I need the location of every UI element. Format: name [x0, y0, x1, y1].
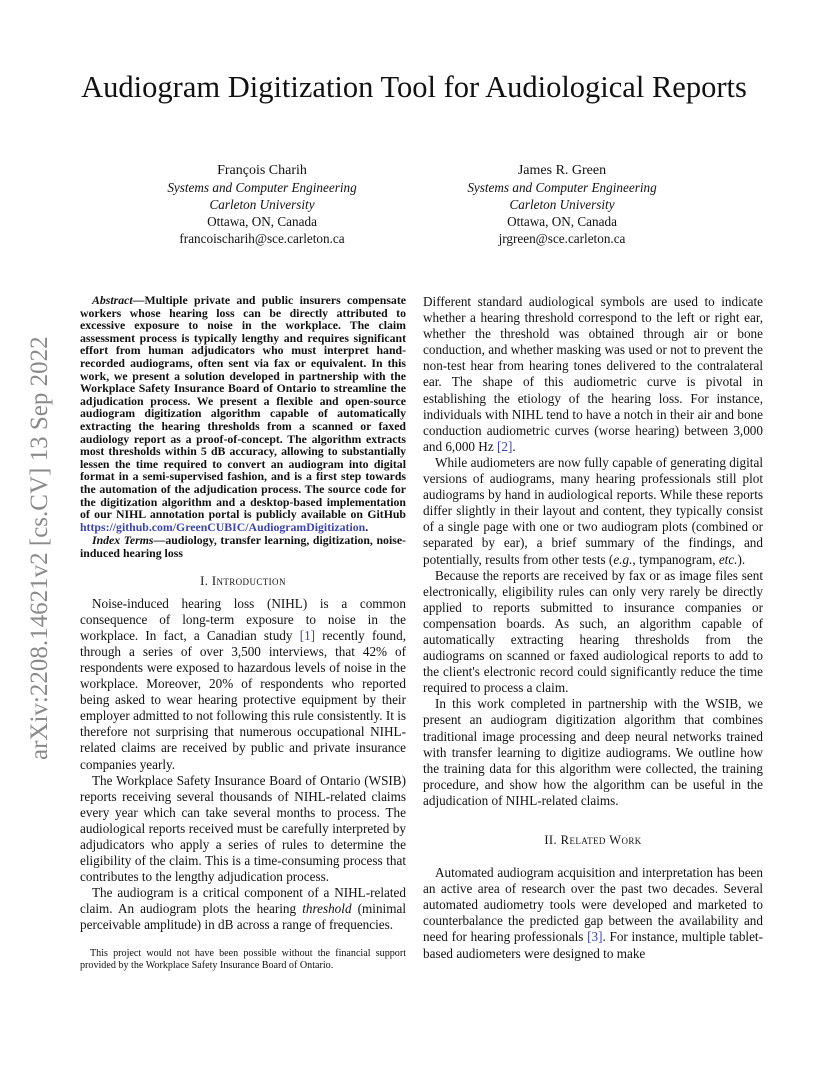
emphasis: e.g. [613, 551, 633, 567]
author-name: James R. Green [517, 163, 607, 178]
text: While audiometers are now fully capable of generating digital versions of audiograms, many hearing professionals still plot audiograms by hand in audiological reports. While these reports differ slightly in their layout and content, they typically consist of a single page with one or two audiogram plots (combined or separated by ear), a brief summary of the findings, and potentially, results from other tests ( [423, 454, 763, 567]
text: recently found, through a series of over 3,500 interviews, that 42% of respondents were exposed to hazardous levels of noise in the workplace. Moreover, 20% of respondents who reported being asked to wear hearing protective equipment by their employer admitted to not following this rule consistently. It is therefore not surprising that numerous occupational NIHL-related claims are received by public and private insurance companies yearly. [80, 627, 407, 772]
paragraph: Because the reports are received by fax or as image files sent electronically, eligibility rules can only very rarely be directly applied to reports submitted to insurance companies or compensation boards. As such, an algorithm capable of automatically extracting hearing thresholds from the audiograms on scanned or faxed audiological reports to add to the client's electronic record could significantly reduce the time required to process a claim. [423, 567, 763, 696]
right-column [423, 294, 763, 962]
section-title: Related Work [560, 833, 642, 847]
footnote: This project would not have been possible without the financial support provided by the Workplace Safety Insurance Board of Ontario. [80, 948, 406, 972]
abstract-label: Abstract [92, 293, 133, 307]
text: The audiogram is a critical component of a NIHL-related claim. An audiogram plots the hearing [80, 885, 406, 917]
text: Noise-induced hearing loss (NIHL) is a common consequence of long-term exposure to noise in the workplace. In fact, a Canadian study [80, 595, 406, 643]
abstract-end: . [365, 519, 369, 534]
text: Automated audiogram acquisition and interpretation has been an active area of research over the past two decades. Several automated audiometry tools were developed and marketed to counterbalance the predicted gap between the availability and need for hearing professionals [423, 865, 763, 945]
index-terms-label: Index Terms [92, 533, 154, 548]
author-univ: Carleton University [209, 197, 315, 212]
section-heading-introduction [80, 573, 406, 589]
section-heading-related-work [423, 832, 763, 848]
index-terms [80, 534, 406, 559]
paragraph [423, 455, 763, 568]
paragraph [423, 294, 763, 455]
author-email[interactable]: jrgreen@sce.carleton.ca [498, 231, 626, 246]
section-number: I. [200, 574, 209, 589]
citation-link[interactable]: [1] [299, 627, 316, 643]
author-city: Ottawa, ON, Canada [207, 214, 317, 229]
text: . [512, 438, 516, 454]
section-number: II. [544, 833, 558, 847]
abstract-text: —Multiple private and public insurers compensate workers whose hearing loss can be directly attributed to excessive exposure to noise in the workplace. The claim assessment process is typically lengthy and requires significant effort from human adjudicators who must interpret hand-recorded audiograms, often sent via fax or equivalent. In this work, we present a solution developed in partnership with the Workplace Safety Insurance Board of Ontario to streamline the adjudication process. We present a flexible and open-source audiogram digitization algorithm capable of automatically extracting the hearing thresholds from a scanned or faxed audiology report as a proof-of-concept. The algorithm extracts most thresholds within 5 dB accuracy, allowing to substantially lessen the time required to convert an audiogram into digital format in a semi-supervised fashion, and is a first step towards the automation of the adjudication process. The source code for the digitization algorithm and a desktop-based implementation of our NIHL annotation portal is publicly available on GitHub [80, 293, 406, 522]
author-dept: Systems and Computer Engineering [467, 180, 657, 195]
author-univ: Carleton University [509, 197, 615, 212]
author-block-1 [112, 162, 412, 247]
author-dept: Systems and Computer Engineering [167, 180, 357, 195]
author-block-2 [412, 162, 712, 247]
author-email[interactable]: francoischarih@sce.carleton.ca [179, 231, 345, 246]
citation-link[interactable]: [3] [587, 929, 603, 945]
index-terms-text: —audiology, transfer learning, digitization, noise-induced hearing loss [80, 533, 406, 560]
emphasis: etc. [718, 551, 738, 567]
text: (minimal perceivable amplitude) in dB across a range of frequencies. [80, 901, 406, 933]
arxiv-stamp [24, 285, 52, 760]
text: , tympanogram, [632, 551, 719, 567]
arxiv-id: arXiv:2208.14621v2 [cs.CV] 13 Sep 2022 [26, 336, 53, 760]
paragraph: In this work completed in partnership with the WSIB, we present an audiogram digitization algorithm that combines traditional image processing and deep neural networks trained with transfer learning to digitize audiograms. We outline how the training data for this algorithm were collected, the training procedure, and show how the algorithm can be useful in the adjudication of NIHL-related claims. [423, 696, 763, 808]
author-city: Ottawa, ON, Canada [507, 214, 617, 229]
text: Different standard audiological symbols are used to indicate whether a hearing threshold correspond to the left or right ear, whether the threshold was obtained through air or bone conduction, and whether masking was used or not to prevent the non-test hear from hearing tones delivered to the contralateral ear. The shape of this audiometric curve is pivotal in establishing the etiology of the hearing loss. For instance, individuals with NIHL tend to have a notch in their air and bone conduction audiometric curves (worse hearing) between 3,000 and 6,000 Hz [423, 294, 763, 454]
paragraph: The Workplace Safety Insurance Board of Ontario (WSIB) reports receiving several thousands of NIHL-related claims every year which can take several months to process. The audiological reports received must be carefully interpreted by adjudicators who apply a series of rules to determine the eligibility of the claim. This is a time-consuming process that contributes to the lengthy adjudication process. [80, 772, 406, 885]
github-link[interactable]: https://github.com/GreenCUBIC/AudiogramDigitization [80, 519, 366, 534]
citation-link[interactable]: [2] [496, 438, 513, 454]
text: . For instance, multiple tablet-based audiometers were designed to make [423, 929, 763, 961]
paragraph [80, 596, 406, 773]
paper-title: Audiogram Digitization Tool for Audiological Reports [81, 70, 747, 104]
abstract [80, 294, 406, 533]
text: ). [737, 551, 746, 567]
emphasis: threshold [302, 901, 352, 917]
left-column [80, 294, 406, 934]
author-name: François Charih [217, 163, 307, 178]
paragraph [423, 865, 763, 962]
section-title: Introduction [211, 574, 286, 589]
paragraph [80, 885, 406, 933]
